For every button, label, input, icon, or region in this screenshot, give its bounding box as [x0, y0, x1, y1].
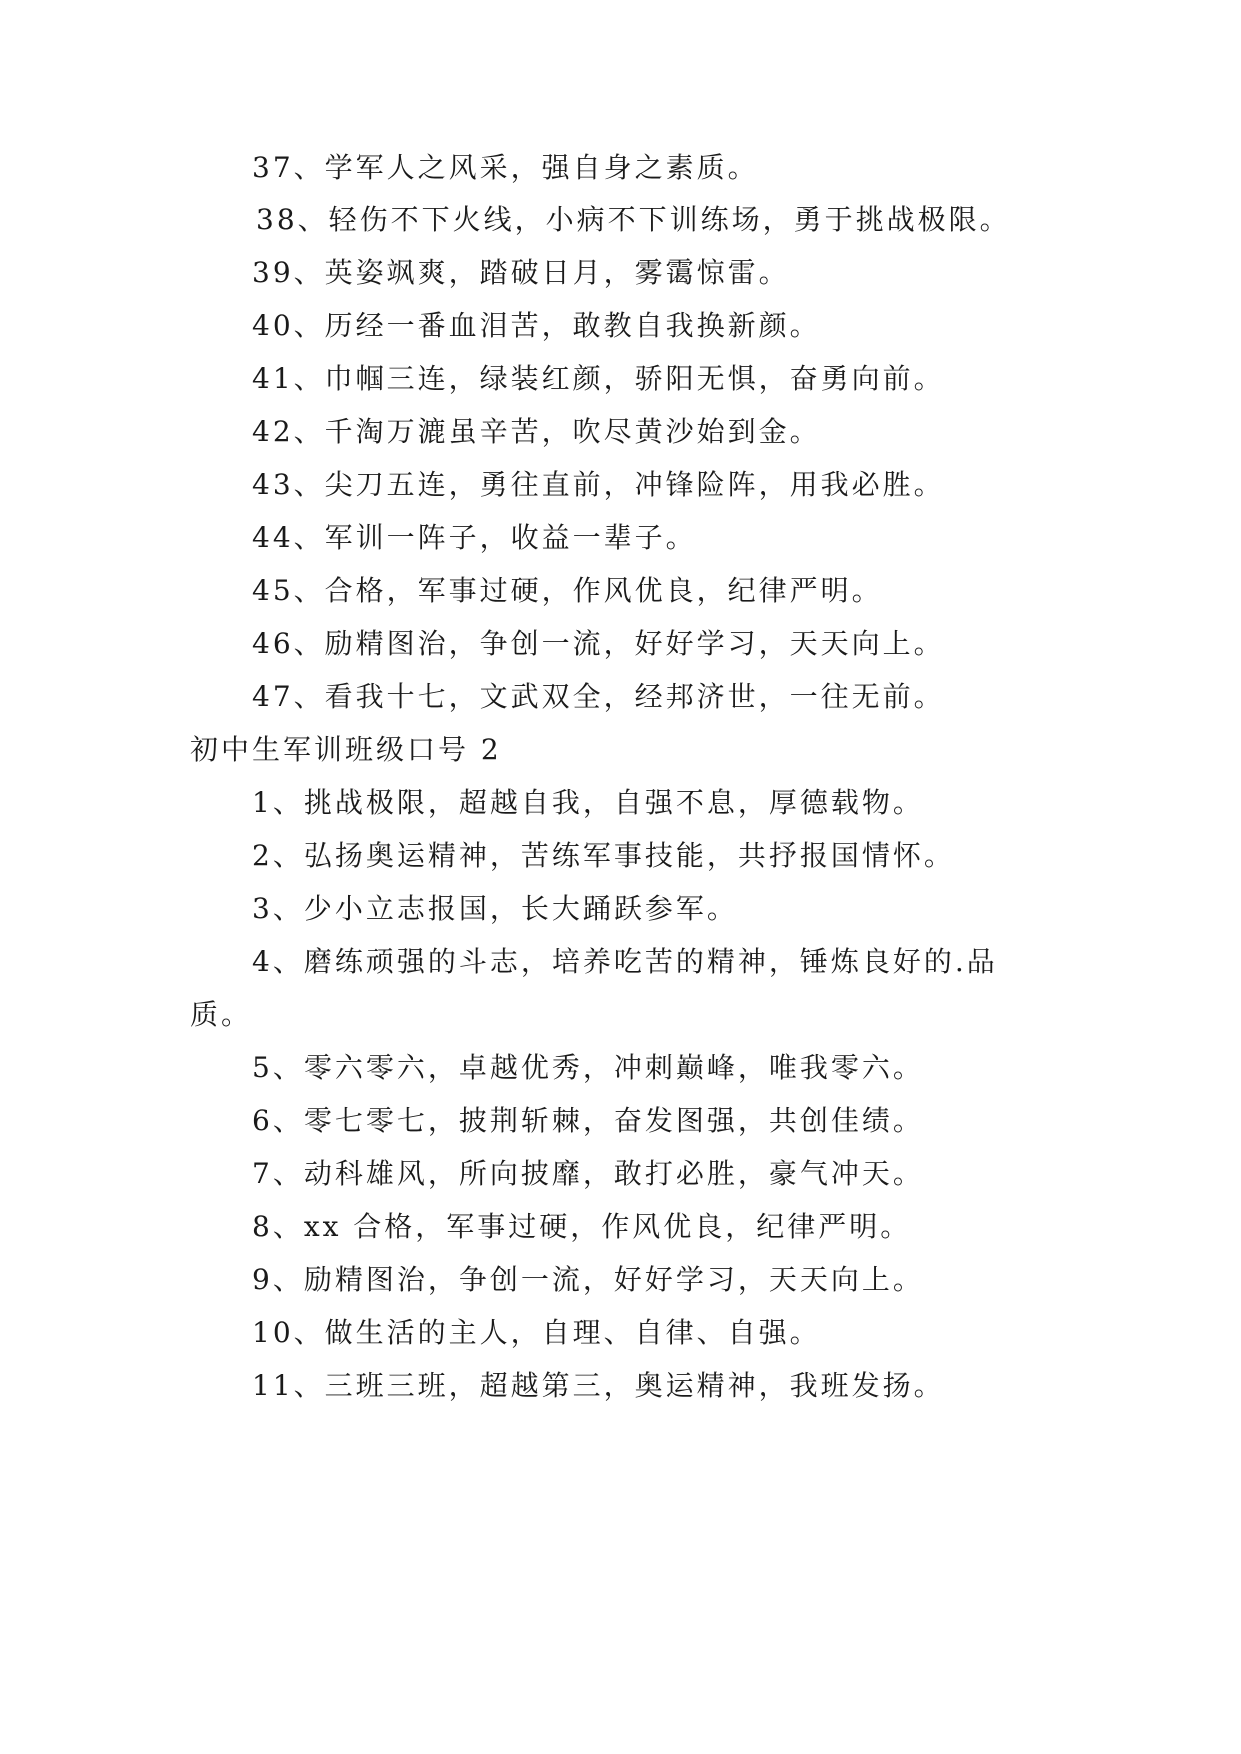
- slogan-11: 11、三班三班，超越第三，奥运精神，我班发扬。: [252, 1369, 945, 1402]
- slogan-45: 45、合格，军事过硬，作风优良，纪律严明。: [252, 574, 883, 607]
- slogan-2: 2、弘扬奥运精神，苦练军事技能，共抒报国情怀。: [252, 839, 955, 872]
- slogan-41: 41、巾帼三连，绿装红颜，骄阳无惧，奋勇向前。: [252, 362, 945, 395]
- slogan-40: 40、历经一番血泪苦，敢教自我换新颜。: [252, 309, 821, 342]
- slogan-5: 5、零六零六，卓越优秀，冲刺巅峰，唯我零六。: [252, 1051, 924, 1084]
- slogan-4: 4、磨练顽强的斗志，培养吃苦的精神，锤炼良好的.品: [252, 945, 998, 978]
- section-heading: 初中生军训班级口号 2: [190, 733, 502, 766]
- slogan-7: 7、动科雄风，所向披靡，敢打必胜，豪气冲天。: [252, 1157, 924, 1190]
- slogan-39: 39、英姿飒爽，踏破日月，雾霭惊雷。: [252, 256, 790, 289]
- slogan-4-continuation: 质。: [190, 998, 253, 1031]
- slogan-47: 47、看我十七，文武双全，经邦济世，一往无前。: [252, 680, 945, 713]
- slogan-10: 10、做生活的主人，自理、自律、自强。: [252, 1316, 821, 1349]
- slogan-42: 42、千淘万漉虽辛苦，吹尽黄沙始到金。: [252, 415, 821, 448]
- slogan-43: 43、尖刀五连，勇往直前，冲锋险阵，用我必胜。: [252, 468, 945, 501]
- slogan-6: 6、零七零七，披荆斩棘，奋发图强，共创佳绩。: [252, 1104, 924, 1137]
- slogan-38: 38、轻伤不下火线，小病不下训练场，勇于挑战极限。: [256, 203, 1011, 236]
- slogan-37: 37、学军人之风采，强自身之素质。: [252, 151, 759, 184]
- slogan-44: 44、军训一阵子，收益一辈子。: [252, 521, 697, 554]
- slogan-8: 8、xx 合格，军事过硬，作风优良，纪律严明。: [252, 1210, 912, 1243]
- slogan-1: 1、挑战极限，超越自我，自强不息，厚德载物。: [252, 786, 924, 819]
- slogan-9: 9、励精图治，争创一流，好好学习，天天向上。: [252, 1263, 924, 1296]
- slogan-46: 46、励精图治，争创一流，好好学习，天天向上。: [252, 627, 945, 660]
- slogan-3: 3、少小立志报国，长大踊跃参军。: [252, 892, 738, 925]
